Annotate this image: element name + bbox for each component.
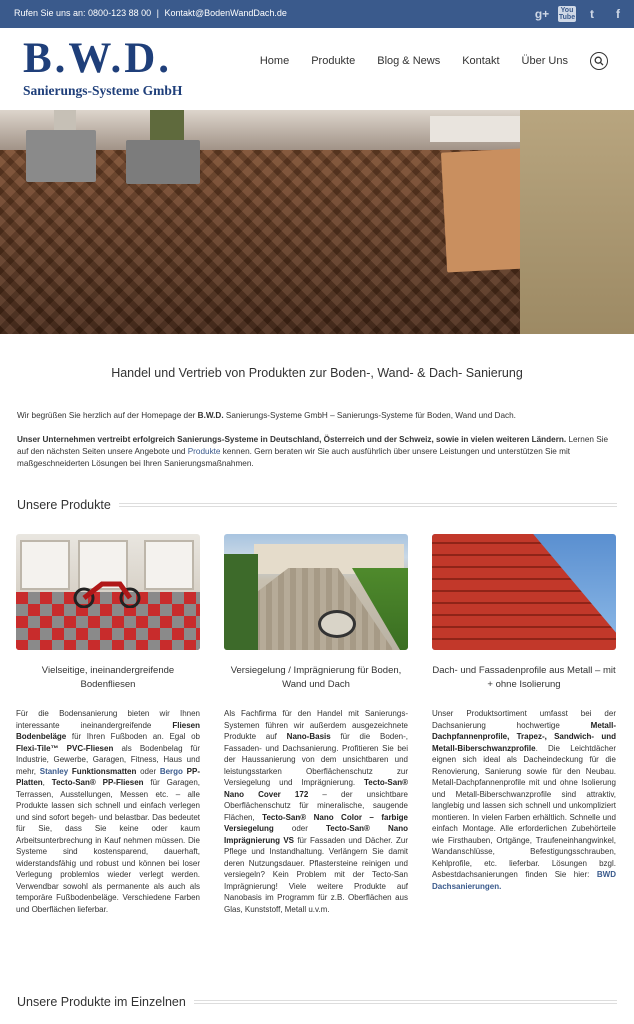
desc-text: Unser Produktsortiment umfasst bei der Dachsanierung hochwertige	[432, 709, 616, 730]
desc-text: für Ihren Fußboden an. Egal ob	[66, 732, 200, 741]
desc-bold: Flexi-Tile™ PVC-Fliesen	[16, 743, 114, 753]
product-title[interactable]: Dach- und Fassadenprofile aus Metall – mit + ohne Isolierung	[432, 665, 616, 690]
stanley-link[interactable]: Stanley	[39, 766, 69, 776]
desc-bold: Fliesen Bodenbeläge	[16, 720, 200, 741]
garage-door	[20, 540, 70, 590]
intro-text: Sanierungs-Systeme GmbH – Sanierungs-Systeme für Boden, Wand und Dach.	[223, 411, 516, 420]
magnifier-icon	[318, 610, 356, 638]
hedge	[224, 554, 258, 650]
intro-bold: Unser Unternehmen vertreibt erfolgreich Sanierungs-Systeme in Deutschland, Österreich und der Schweiz, sowie in vielen weiteren Ländern.	[17, 435, 567, 444]
intro-text: Lernen Sie auf den nächsten Seiten unsere Angebote und	[17, 435, 609, 456]
intro-company: B.W.D.	[197, 411, 224, 420]
nav-ueber-uns[interactable]: Über Uns	[521, 55, 568, 67]
section-title: Unsere Produkte	[17, 498, 111, 512]
desc-text: für Fassaden und Dächer. Zur Pflege und Instandhaltung. Verlängern Sie damit deren Nutzungsdauer. Pflastersteine reinigen und versiegeln? Kein Problem mit der Tecto-San Imprägnierung! Viele weitere Produkte auf Nanobasis im Programm für z.B. Oberflächen aus Glas, Kunststoff, Metall u.v.m.	[224, 835, 408, 914]
youtube-icon[interactable]: You Tube	[558, 7, 576, 21]
section-divider	[119, 503, 617, 507]
section-title: Unsere Produkte im Einzelnen	[17, 995, 186, 1009]
section-heading-products-detail	[17, 994, 617, 1010]
bergo-link[interactable]: Bergo	[159, 766, 183, 776]
desc-bold: Nano-Basis	[286, 732, 331, 741]
page-headline: Handel und Vertrieb von Produkten zur Boden-, Wand- & Dach- Sanierung	[111, 366, 523, 380]
google-plus-icon[interactable]: g+	[534, 7, 550, 21]
hero-person	[520, 110, 634, 334]
hero-shelf	[430, 116, 520, 142]
nav-home[interactable]: Home	[259, 55, 290, 67]
product-description	[432, 708, 616, 892]
product-card-floor-tiles	[16, 534, 200, 915]
intro-paragraph-2	[17, 434, 617, 470]
desc-text: ,	[42, 778, 52, 787]
desc-bold: Metall-Dachpfannenprofile, Trapez-, Sandwich- und Metall-Biberschwanzprofile	[432, 720, 616, 753]
twitter-icon[interactable]: t	[590, 7, 594, 21]
motorcycle-icon	[72, 574, 142, 608]
bwd-dachsanierungen-link[interactable]: BWD Dachsanierungen.	[432, 870, 616, 891]
separator: |	[156, 8, 159, 18]
contact-info	[14, 8, 287, 18]
hero-display-stand	[26, 130, 96, 182]
intro-paragraph-1	[17, 410, 617, 422]
garage-door	[144, 540, 194, 590]
desc-text: als Bodenbelag für Industrie, Gewerbe, Garagen, Fitness, Haus und mehr,	[16, 743, 200, 776]
product-description	[16, 708, 200, 915]
intro-text: kennen. Gern beraten wir Sie auch ausführlich über unsere Leistungen und unterstützen Sie mit maßgeschneiderten Lösungen bei Ihren Sanierungsmaßnahmen.	[17, 447, 571, 468]
desc-text: Für die Bodensanierung bieten wir Ihnen interessante ineinandergreifende	[16, 709, 200, 730]
top-bar	[0, 0, 634, 28]
roof-tiles	[432, 534, 616, 650]
section-heading-products	[17, 497, 617, 513]
search-icon[interactable]	[590, 52, 608, 70]
desc-text: oder	[273, 824, 326, 833]
product-description	[224, 708, 408, 915]
produkte-link[interactable]: Produkte	[187, 447, 221, 456]
nav-kontakt[interactable]: Kontakt	[462, 55, 500, 67]
hero-display-stand	[126, 140, 200, 184]
hero-image	[0, 110, 634, 334]
desc-bold: Funktionsmatten	[68, 766, 137, 776]
email-link[interactable]: Kontakt@BodenWandDach.de	[164, 8, 287, 18]
intro-text: Wir begrüßen Sie herzlich auf der Homepage der	[17, 411, 198, 420]
desc-bold: Tecto-San® Nano Color – farbige Versiegelung	[224, 812, 409, 833]
desc-text: für die Boden-, Fassaden- und Dachsanierung. Profitieren Sie bei der Haussanierung von dem unsichtbaren und leistungsstarken Oberflächenschutz zur Versiegelung und Imprägnierung.	[224, 732, 408, 787]
product-image-garage-tiles[interactable]	[16, 534, 200, 650]
desc-text: – der unsichtbare Oberflächenschutz für mineralische, saugende Flächen,	[224, 789, 408, 822]
product-image-driveway[interactable]	[224, 534, 408, 650]
desc-bold: PP-Platten	[16, 766, 201, 787]
nav-blog-news[interactable]: Blog & News	[377, 55, 441, 67]
product-title[interactable]: Vielseitige, ineinandergreifende Bodenfliesen	[41, 665, 175, 690]
desc-bold: Tecto-San® Nano Imprägnierung VS	[224, 824, 408, 845]
main-nav	[260, 52, 608, 70]
desc-bold: Tecto-San® Nano Cover 172	[224, 778, 408, 799]
facebook-icon[interactable]: f	[616, 7, 620, 21]
desc-text: Als Fachfirma für den Handel mit Sanierungs-Systemen führen wir außerdem ausgezeichnete Produkte auf	[224, 709, 408, 741]
product-card-sealing	[224, 534, 408, 915]
desc-text: . Die Leichtdächer eignen sich ideal als Dacheindeckung für die Renovierung, Sanierung sowie für den Neubau. Metall-Dachpfannenprofile mit und ohne Isolierung und Metall-Biberschwanzprofile sind attraktiv, langlebig und lassen sich schnell und unkompliziert montieren. In vielen Farben erhältlich. Schnelle und einfach Montage. Alle erforderlichen Zubehörteile wie Firsthauben, Ortgänge, Traufeneinhangwinkel, Wandanschlüsse, Befestigungsschrauben, Kehlprofile, etc. lieferbar. Lösungen bzgl. Asbestdachsanierungen finden Sie hier:	[432, 743, 616, 879]
product-image-roof[interactable]	[432, 534, 616, 650]
desc-text: oder	[136, 766, 160, 776]
social-links	[532, 4, 628, 24]
desc-text: für Garagen, Terrassen, Ausstellungen, Messen etc. – alle Produkte lassen sich schnell und einfach verlegen und sind sofort begeh- und belastbar. Das bedeutet für Sie, dass Sie keine oder kaum Arbeitsunterbrechung in Kauf nehmen müssen. Die Systeme sind kostensparend, dauerhaft, widerstandsfähig und robust und können bei loser Verlegung problemlos wieder verlegt werden. Verwendbar sowohl als permanente als auch als temporäre Fußbodenbeläge. Verschiedene Farben und Oberflächen lieferbar.	[16, 778, 200, 914]
logo-subtitle[interactable]: Sanierungs-Systeme GmbH	[23, 83, 183, 98]
product-card-roof-profiles	[432, 534, 616, 892]
nav-produkte[interactable]: Produkte	[311, 55, 356, 67]
logo-title[interactable]: B.W.D.	[23, 35, 173, 82]
section-divider	[194, 1000, 617, 1004]
product-title[interactable]: Versiegelung / Imprägnierung für Boden, Wand und Dach	[230, 665, 402, 690]
phone-label[interactable]: Rufen Sie uns an: 0800-123 88 00	[14, 8, 152, 18]
desc-bold: Tecto-San® PP-Fliesen	[51, 778, 144, 787]
site-header	[0, 28, 634, 110]
